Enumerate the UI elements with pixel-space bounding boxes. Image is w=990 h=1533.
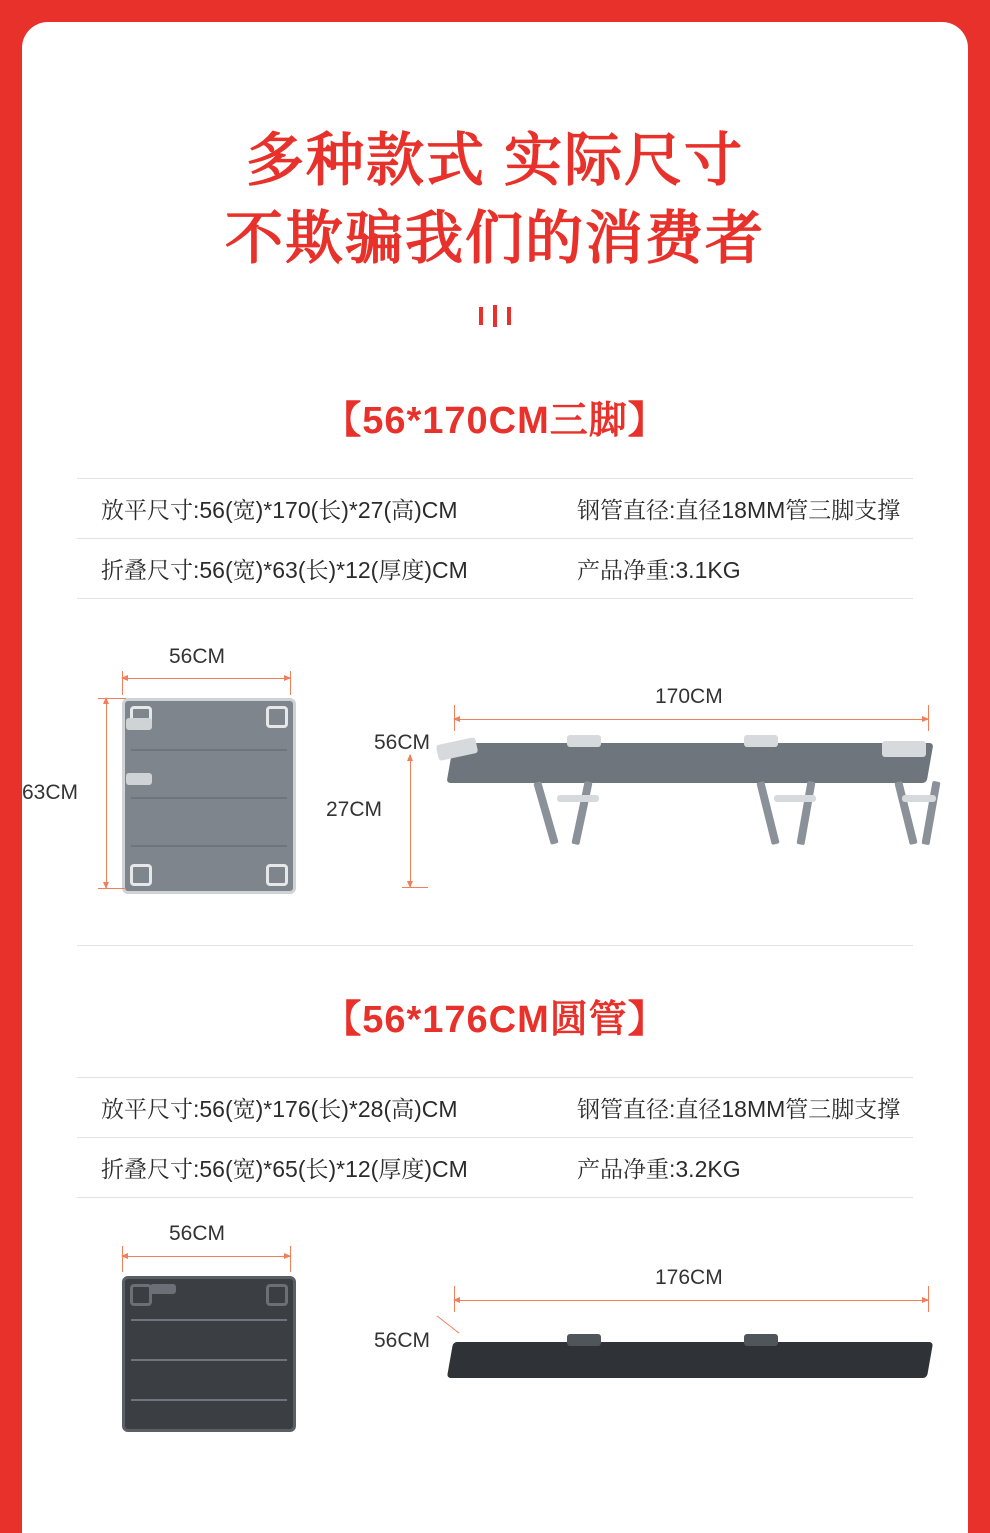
bed-leg — [756, 781, 779, 845]
folded-width-label: 56CM — [169, 1222, 226, 1246]
section-2-diagram — [22, 1224, 968, 1384]
section-1-title: 【56*170CM三脚】 — [323, 400, 667, 443]
table-row — [77, 1138, 913, 1198]
corner-icon — [130, 864, 152, 886]
dimension-arrow-vertical — [410, 755, 411, 887]
dimension-tick — [122, 1246, 123, 1272]
bed-fitting — [744, 735, 778, 747]
section-1-spec-table — [77, 478, 913, 599]
corner-icon — [266, 1284, 288, 1306]
slat-line — [131, 797, 287, 799]
dimension-arrow-horizontal — [122, 678, 290, 679]
bed-leg — [894, 781, 917, 845]
leg-brace — [774, 795, 816, 802]
corner-icon — [266, 706, 288, 728]
dot-left — [479, 307, 483, 325]
section-1-diagram — [22, 623, 968, 923]
leg-brace — [557, 795, 599, 802]
corner-icon — [266, 864, 288, 886]
open-height-label: 27CM — [326, 798, 383, 822]
bed-fitting — [567, 735, 601, 747]
dot-right — [507, 307, 511, 325]
table-row — [77, 1078, 913, 1138]
bed-fitting — [744, 1334, 778, 1346]
hinge-part — [150, 1284, 176, 1294]
table-row — [77, 479, 913, 539]
dot-middle — [493, 305, 497, 327]
spec-tube-diameter: 钢管直径:直径18MM管三脚支撑 — [567, 479, 913, 539]
product-section-1 — [22, 389, 968, 946]
bed-fitting — [567, 1334, 601, 1346]
folded-width-label: 56CM — [169, 645, 226, 669]
product-section-2 — [22, 988, 968, 1384]
section-2-spec-table — [77, 1077, 913, 1198]
hinge-part — [126, 773, 152, 785]
open-width-label: 56CM — [374, 731, 431, 755]
slat-line — [131, 749, 287, 751]
dimension-arrow-horizontal — [454, 1300, 928, 1301]
spec-tube-diameter: 钢管直径:直径18MM管三脚支撑 — [567, 1078, 913, 1138]
dimension-arrow-vertical — [106, 698, 107, 888]
spec-net-weight: 产品净重:3.1KG — [567, 539, 913, 599]
dimension-arrow-horizontal — [454, 719, 928, 720]
section-divider — [77, 945, 913, 946]
open-length-label: 176CM — [655, 1266, 723, 1290]
spec-folded-size: 折叠尺寸:56(宽)*65(长)*12(厚度)CM — [77, 1138, 567, 1198]
bed-surface — [447, 1342, 933, 1378]
bed-leg — [571, 781, 592, 845]
bed-leg — [922, 781, 941, 845]
dimension-arrow-horizontal — [122, 1256, 290, 1257]
headline-block — [22, 22, 968, 277]
folded-height-label: 63CM — [22, 781, 79, 805]
slat-line — [131, 1319, 287, 1321]
hinge-part — [126, 718, 152, 730]
headline-line-1: 多种款式 实际尺寸 — [245, 128, 745, 193]
corner-icon — [130, 1284, 152, 1306]
folded-bed-illustration — [122, 1276, 296, 1432]
spec-flat-size: 放平尺寸:56(宽)*170(长)*27(高)CM — [77, 479, 567, 539]
open-length-label: 170CM — [655, 685, 723, 709]
dimension-tick — [402, 887, 428, 888]
leg-brace — [902, 795, 936, 802]
slat-line — [131, 1399, 287, 1401]
spec-flat-size: 放平尺寸:56(宽)*176(长)*28(高)CM — [77, 1078, 567, 1138]
dimension-tick — [437, 1316, 460, 1334]
slat-line — [131, 845, 287, 847]
slat-line — [131, 1359, 287, 1361]
section-2-title: 【56*176CM圆管】 — [323, 999, 667, 1042]
table-row — [77, 539, 913, 599]
spec-net-weight: 产品净重:3.2KG — [567, 1138, 913, 1198]
decorative-dots — [22, 305, 968, 331]
dimension-tick — [290, 1246, 291, 1272]
product-detail-page — [22, 22, 968, 1533]
bed-surface — [446, 743, 933, 783]
bed-corner-right — [882, 741, 926, 757]
open-width-label: 56CM — [374, 1329, 431, 1353]
spec-folded-size: 折叠尺寸:56(宽)*63(长)*12(厚度)CM — [77, 539, 567, 599]
bed-leg — [797, 781, 816, 845]
headline-line-2: 不欺骗我们的消费者 — [224, 205, 765, 271]
bed-leg — [533, 782, 558, 846]
